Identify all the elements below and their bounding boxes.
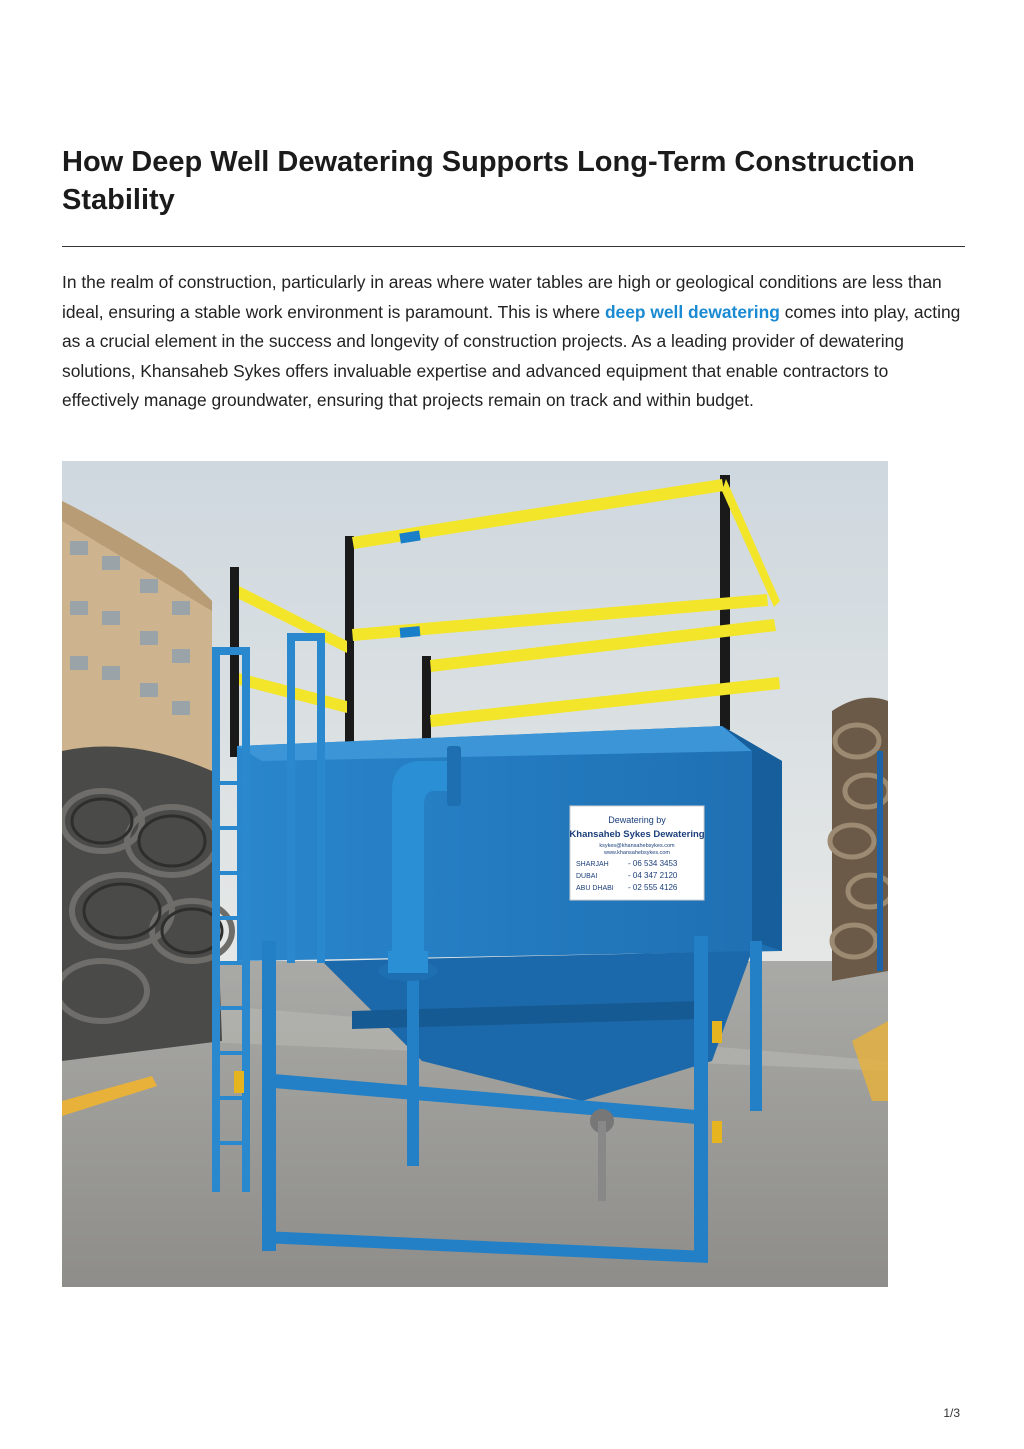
company-sign [569, 806, 704, 900]
sign-line-1: Dewatering by [608, 815, 666, 825]
sign-phone-1: - 06 534 3453 [628, 859, 678, 868]
sign-city-1: SHARJAH [576, 861, 609, 868]
dewatering-tank-photo [62, 461, 888, 1287]
sign-line-2: Khansaheb Sykes Dewatering [569, 829, 705, 840]
deep-well-dewatering-link[interactable]: deep well dewatering [604, 301, 780, 322]
sign-city-3: ABU DHABI [576, 885, 614, 892]
sign-phone-2: - 04 347 2120 [628, 871, 678, 880]
article-title: How Deep Well Dewatering Supports Long-Term Construction Stability [62, 146, 915, 216]
sign-phone-3: - 02 555 4126 [628, 883, 678, 892]
sign-city-2: DUBAI [576, 873, 598, 880]
page-number: 1/3 [943, 1406, 960, 1420]
sign-line-3: ksykes@khansahebsykes.com [599, 843, 675, 849]
intro-paragraph [62, 268, 967, 416]
sign-line-4: www.khansahebsykes.com [603, 850, 671, 856]
paragraph-text-end: comes into play, acting as a crucial element in the success and longevity of construction projects. As a leading provider of dewatering solutions, Khansaheb Sykes offers invaluable expertise and advanced equipment that enable contractors to effectively manage groundwater, ensuring that projects remain on track and within budget. [62, 301, 961, 410]
paragraph-text-start: In the realm of construction, particularly in areas where water tables are high or geological conditions are less than ideal, ensuring a stable work environment is paramount. This is where [62, 272, 942, 322]
title-divider [62, 246, 965, 247]
